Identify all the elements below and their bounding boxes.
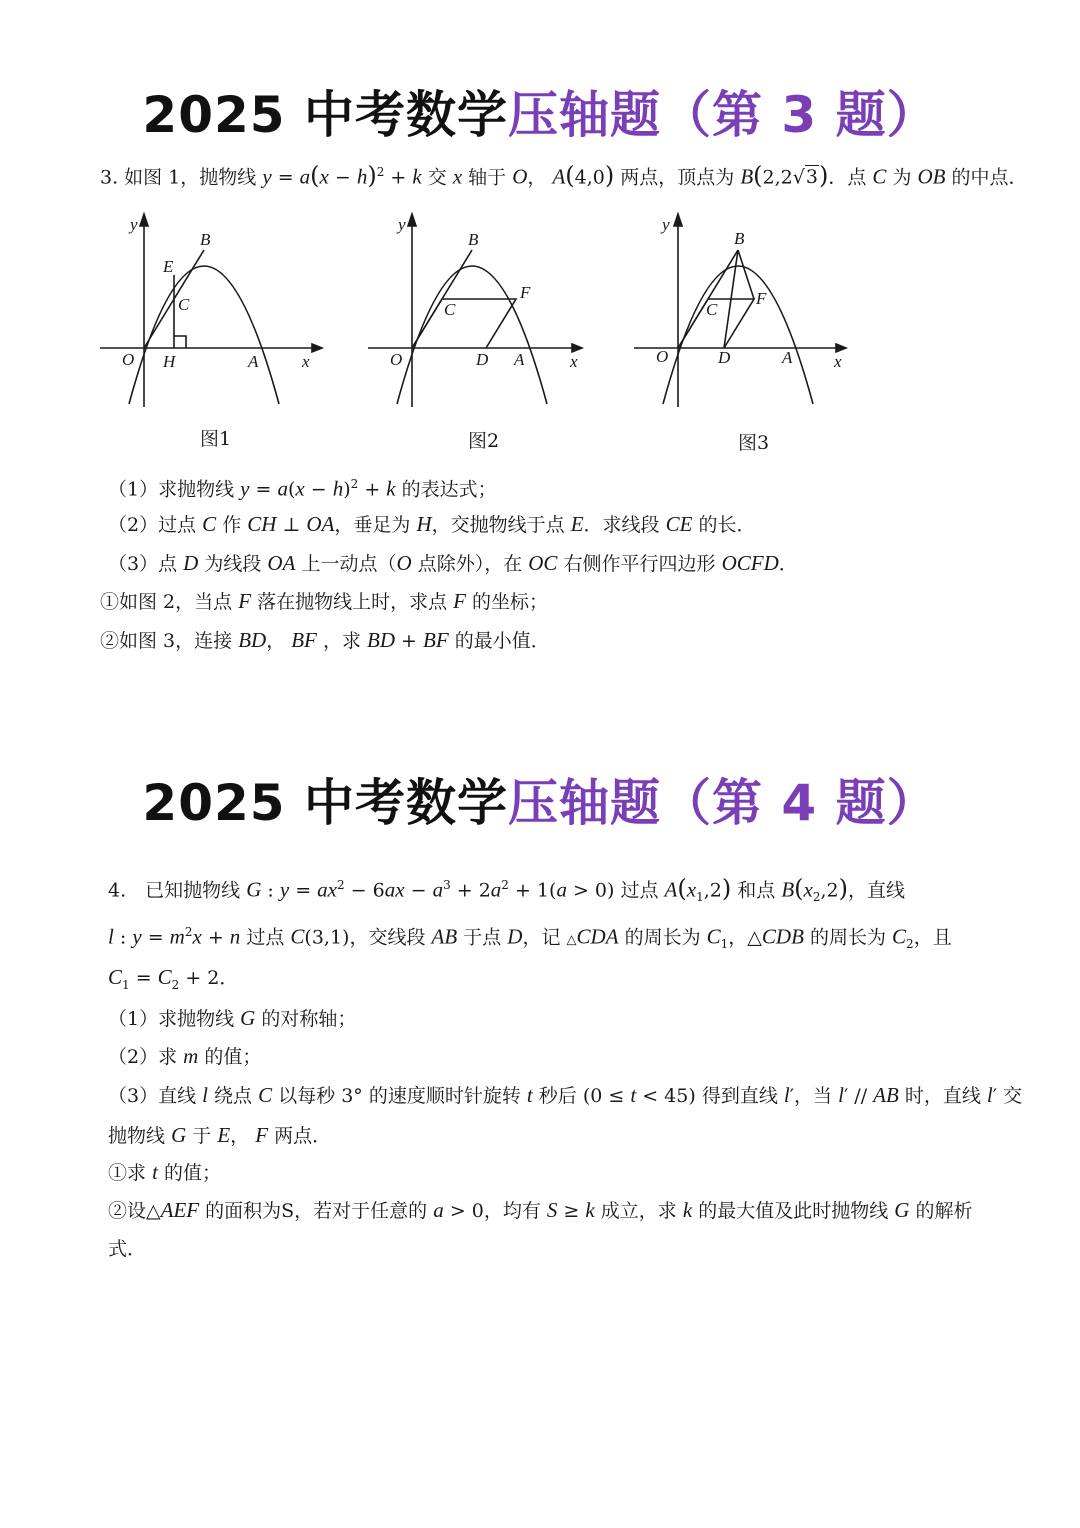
- problem4-statement-line1: 4. 已知抛物线 G : $y = ax^2 - 6ax - a^3 + 2a^2 + 1(a > 0)$ 过点 $A(x_1,2)$ 和点 $B(x_2,2)$，直线: [108, 874, 906, 905]
- problem4-title-accent: 压轴题（第 4 题）: [507, 774, 938, 832]
- figure-1-caption: 图1: [200, 428, 232, 450]
- x-axis-arrow: [836, 344, 846, 352]
- problem4-subquestion2-line2: 式．: [108, 1238, 147, 1260]
- fig1-label-H: H: [163, 352, 176, 371]
- problem3-question1: （1）求抛物线 $y = a(x - h)^2 + k$ 的表达式；: [108, 476, 497, 501]
- right-angle-mark: [174, 336, 186, 348]
- problem4-question3-line2: 抛物线 G 于 E， F 两点．: [108, 1123, 332, 1147]
- problem3-question2: （2）过点 C 作 CH ⊥ OA，垂足为 H，交抛物线于点 E．求线段 CE 的长．: [108, 512, 756, 536]
- fig2-label-D: D: [476, 350, 489, 369]
- fig2-label-F: F: [520, 283, 531, 302]
- fig1-label-C: C: [178, 295, 190, 314]
- problem4-subquestion2-line1: ②设△AEF 的面积为S，若对于任意的 a > 0，均有 S ≥ k 成立，求 k 的最大值及此时抛物线 G 的解析: [108, 1198, 973, 1222]
- x-axis-arrow: [572, 344, 582, 352]
- fig1-label-y: y: [130, 215, 138, 234]
- fig2-label-A: A: [514, 350, 525, 369]
- problem4-question1: （1）求抛物线 G 的对称轴；: [108, 1006, 357, 1030]
- x-axis-arrow: [312, 344, 322, 352]
- figure-1: [100, 212, 330, 416]
- fig1-label-B: B: [200, 230, 211, 249]
- parallelogram-OCFD: [412, 299, 516, 348]
- fig2-label-B: B: [468, 230, 479, 249]
- problem4-title-main: 2025 中考数学: [142, 774, 508, 832]
- problem4-title: [0, 773, 1080, 833]
- problem3-statement: 3. 如图 1，抛物线 $y = a(x - h)^2 + k$ 交 x 轴于 O， A(4,0) 两点，顶点为 B(2,2√3)．点 C 为 OB 的中点．: [100, 161, 1028, 190]
- fig2-label-C: C: [444, 300, 456, 319]
- fig3-label-F: F: [756, 289, 767, 308]
- fig3-label-A: A: [782, 348, 793, 367]
- fig3-label-y: y: [662, 215, 670, 234]
- fig3-label-x: x: [834, 352, 842, 371]
- fig1-label-E: E: [163, 257, 174, 276]
- problem4-question2: （2）求 m 的值；: [108, 1044, 262, 1068]
- problem4-question3-line1: （3）直线 l 绕点 C 以每秒 3° 的速度顺时针旋转 t 秒后 (0 ≤ t < 45) 得到直线 l′，当 l′ // AB 时，直线 l′ 交: [108, 1083, 1023, 1107]
- fig1-label-x: x: [302, 352, 310, 371]
- fig3-label-D: D: [718, 348, 731, 367]
- figure-3-caption: 图3: [738, 432, 770, 454]
- fig2-label-y: y: [398, 215, 406, 234]
- fig3-label-C: C: [706, 300, 718, 319]
- problem4-subquestion1: ①求 t 的值；: [108, 1160, 221, 1184]
- y-axis-arrow: [408, 214, 416, 226]
- problem4-statement-line3: $C_1 = C_2 + 2$．: [108, 965, 239, 992]
- figure-2-caption: 图2: [468, 430, 500, 452]
- segment-BF: [738, 250, 754, 299]
- fig3-label-O: O: [656, 347, 669, 366]
- problem4-statement-line2: l : $y = m^2x + n$ 过点 C(3,1)，交线段 AB 于点 D，记 △CDA 的周长为 $C_1$，△CDB 的周长为 $C_2$，且: [108, 924, 952, 952]
- problem3-subquestion2: ②如图 3，连接 BD， BF ，求 BD + BF 的最小值．: [100, 628, 550, 652]
- y-axis-arrow: [140, 214, 148, 226]
- problem3-title-accent: 压轴题（第 3 题）: [507, 86, 938, 144]
- fig1-label-O: O: [122, 350, 135, 369]
- problem3-question3: （3）点 D 为线段 OA 上一动点（O 点除外），在 OC 右侧作平行四边形 OCFD．: [108, 551, 798, 575]
- problem3-title-main: 2025 中考数学: [142, 86, 508, 144]
- fig3-label-B: B: [734, 229, 745, 248]
- figure-2: [368, 212, 598, 416]
- fig2-label-x: x: [570, 352, 578, 371]
- fig2-label-O: O: [390, 350, 403, 369]
- fig1-label-A: A: [248, 352, 259, 371]
- figure-3: [634, 212, 864, 416]
- problem3-title: [0, 85, 1080, 145]
- y-axis-arrow: [674, 214, 682, 226]
- problem3-subquestion1: ①如图 2，当点 F 落在抛物线上时，求点 F 的坐标；: [100, 589, 549, 613]
